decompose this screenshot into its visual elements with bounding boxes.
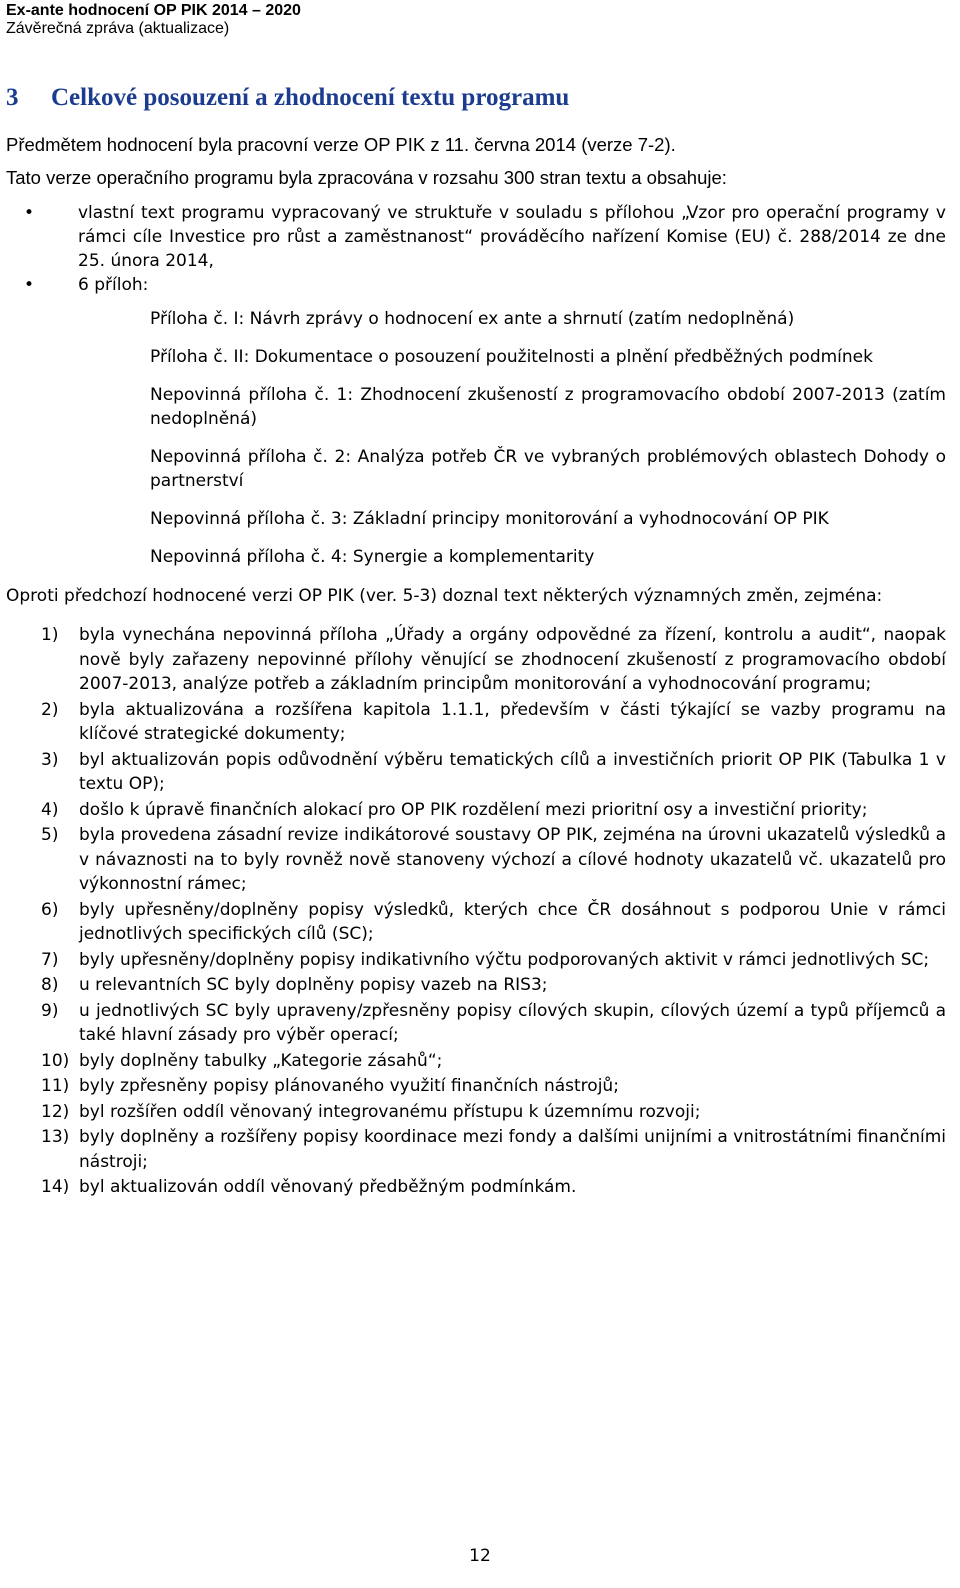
annex-list (150, 307, 946, 569)
change-text: došlo k úpravě finančních alokací pro OP PIK rozdělení mezi prioritní osy a investiční priority; (79, 799, 868, 820)
change-text: u jednotlivých SC byly upraveny/zpřesněny popisy cílových skupin, cílových území a typů příjemců a také hlavní zásady pro výběr operací; (79, 1000, 946, 1045)
content-bullet-list (6, 201, 946, 297)
section-heading (6, 83, 946, 113)
page-number: 12 (469, 1546, 491, 1566)
change-number: 9) (41, 1000, 59, 1021)
running-header-title: Ex-ante hodnocení OP PIK 2014 – 2020 (6, 2, 301, 19)
change-item (6, 1100, 946, 1125)
change-number: 6) (41, 899, 59, 920)
intro-paragraph-2: Tato verze operačního programu byla zpracována v rozsahu 300 stran textu a obsahuje: (6, 167, 727, 188)
change-item (6, 623, 946, 697)
change-text: byl aktualizován oddíl věnovaný předběžným podmínkám. (79, 1177, 577, 1197)
change-text: u relevantních SC byly doplněny popisy vazeb na RIS3; (79, 975, 548, 995)
change-text: byly doplněny tabulky „Kategorie zásahů“; (79, 1050, 443, 1071)
change-item (6, 798, 946, 823)
change-item (6, 999, 946, 1048)
document-page (6, 0, 946, 1201)
change-number: 1) (41, 625, 59, 645)
change-text: byly upřesněny/doplněny popisy výsledků, kterých chce ČR dosáhnout s podporou Unie v rámci jednotlivých specifických cílů (SC); (79, 899, 946, 944)
change-item (6, 748, 946, 797)
running-header-subtitle: Závěrečná zpráva (aktualizace) (6, 20, 230, 37)
change-number: 7) (41, 949, 59, 970)
changes-intro-paragraph: Oproti předchozí hodnocené verzi OP PIK (ver. 5-3) doznal text některých významných změn, zejména: (6, 586, 883, 606)
section-title: Celkové posouzení a zhodnocení textu programu (51, 84, 570, 111)
change-text: byly upřesněny/doplněny popisy indikativního výčtu podporovaných aktivit v rámci jednotlivých SC; (79, 949, 930, 970)
change-item (6, 1125, 946, 1174)
change-number: 11) (41, 1076, 70, 1096)
change-item (6, 698, 946, 747)
change-text: byly doplněny a rozšířeny popisy koordinace mezi fondy a dalšími unijními a vnitrostátními finančními nástroji; (79, 1127, 946, 1172)
bullet-item: • 6 příloh: (6, 273, 946, 297)
change-number: 10) (41, 1050, 70, 1071)
changes-list (6, 623, 946, 1200)
annex-item: Příloha č. I: Návrh zprávy o hodnocení ex ante a shrnutí (zatím nedoplněná) (150, 309, 795, 329)
annex-item: Nepovinná příloha č. 4: Synergie a komplementarity (150, 547, 595, 567)
change-item (6, 898, 946, 947)
annex-item: Nepovinná příloha č. 2: Analýza potřeb ČR ve vybraných problémových oblastech Dohody o partnerství (150, 447, 946, 491)
change-text: byly zpřesněny popisy plánovaného využití finančních nástrojů; (79, 1076, 619, 1096)
change-text: byla provedena zásadní revize indikátorové soustavy OP PIK, zejména na úrovni ukazatelů výsledků a v návaznosti na to byly rovněž nově stanoveny výchozí a cílové hodnoty ukazatelů vč. ukazatelů pro výkonnostní rámec; (79, 825, 946, 894)
bullet-item: • vlastní text programu vypracovaný ve struktuře v souladu s přílohou „Vzor pro operační programy v rámci cíle Investice pro růst a zaměstnanost“ prováděcího nařízení Komise (EU) č. 288/2014 ze dne 25. února 2014, (6, 201, 946, 273)
change-number: 4) (41, 799, 59, 820)
change-item (6, 823, 946, 897)
change-number: 3) (41, 749, 59, 770)
annex-item: Příloha č. II: Dokumentace o posouzení použitelnosti a plnění předběžných podmínek (150, 347, 873, 367)
intro-paragraph-1: Předmětem hodnocení byla pracovní verze OP PIK z 11. června 2014 (verze 7-2). (6, 134, 676, 155)
change-item (6, 973, 946, 998)
change-text: byla vynechána nepovinná příloha „Úřady a orgány odpovědné za řízení, kontrolu a audit“, naopak nově byly zařazeny nepovinné přílohy věnující se zhodnocení zkušeností z programovacího období 2007-2013, analýze potřeb a základním principům monitorování a vyhodnocování programu; (79, 625, 946, 694)
change-number: 12) (41, 1101, 70, 1122)
change-text: byl aktualizován popis odůvodnění výběru tematických cílů a investičních priorit OP PIK (Tabulka 1 v textu OP); (79, 749, 946, 794)
section-number: 3 (6, 84, 19, 111)
change-item (6, 948, 946, 973)
change-item (6, 1175, 946, 1200)
change-number: 8) (41, 975, 59, 995)
change-text: byl rozšířen oddíl věnovaný integrovanému přístupu k územnímu rozvoji; (79, 1101, 701, 1122)
annex-item: Nepovinná příloha č. 1: Zhodnocení zkušeností z programovacího období 2007-2013 (zatím nedoplněná) (150, 385, 946, 429)
change-number: 2) (41, 699, 59, 720)
change-item (6, 1074, 946, 1099)
change-number: 14) (41, 1177, 70, 1197)
change-number: 13) (41, 1127, 70, 1147)
change-number: 5) (41, 825, 59, 845)
change-text: byla aktualizována a rozšířena kapitola 1.1.1, především v části týkající se vazby programu na klíčové strategické dokumenty; (79, 699, 946, 744)
change-item (6, 1049, 946, 1074)
annex-item: Nepovinná příloha č. 3: Základní principy monitorování a vyhodnocování OP PIK (150, 509, 829, 529)
